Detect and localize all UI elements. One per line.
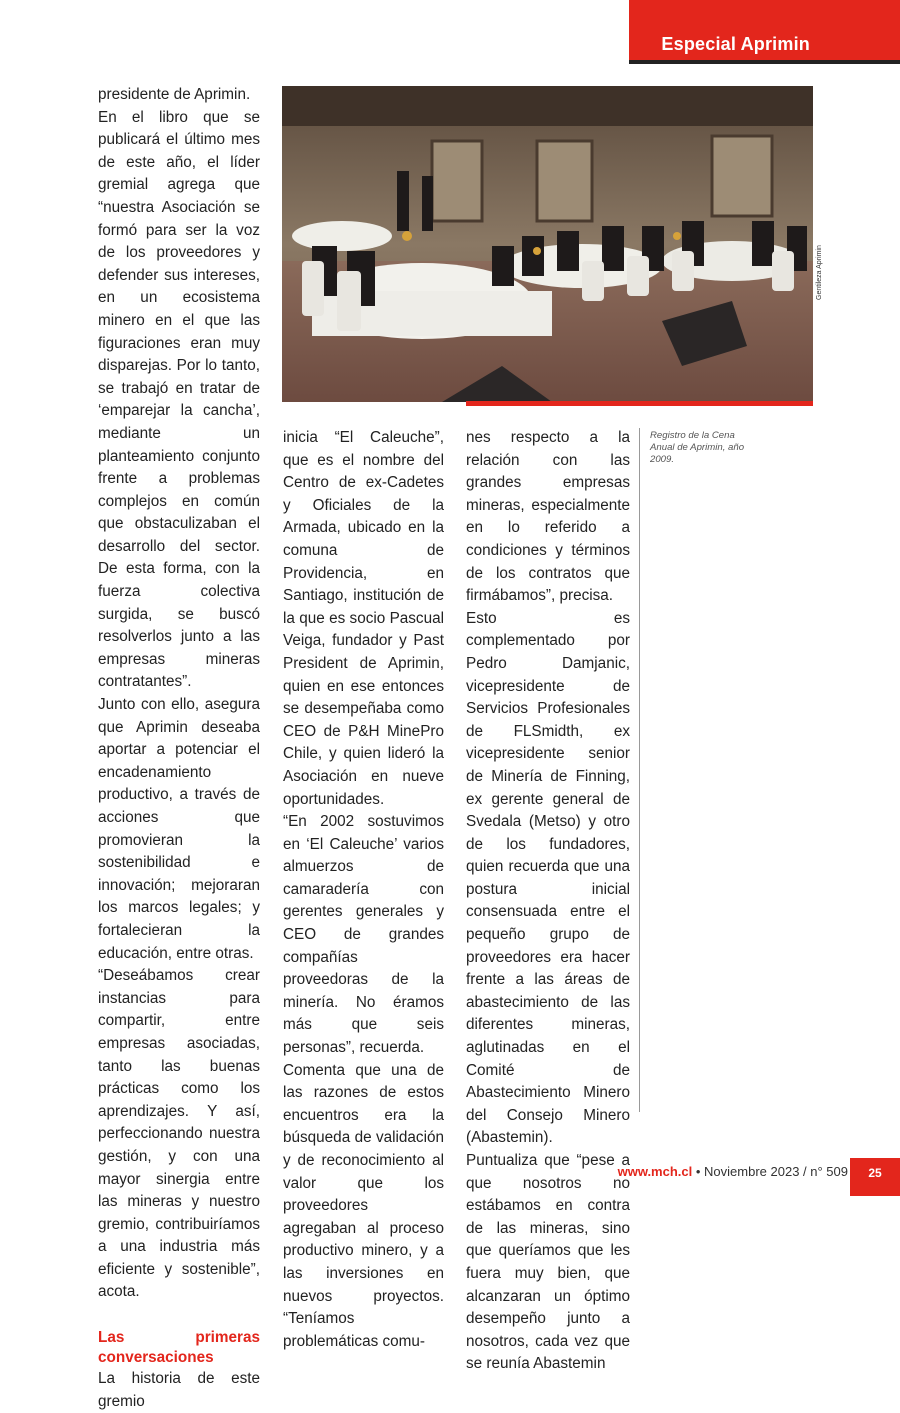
article-column-2 [283, 427, 444, 1353]
subheading: Las primeras conversaciones [98, 1329, 260, 1367]
paragraph: Comenta que una de las razones de estos encuentros era la búsqueda de validación y de reconocimiento al valor que los proveedores agregaban al proceso productivo minero, y a las inversiones en nuevos proyectos. “Teníamos problemáticas comu- [283, 1061, 444, 1350]
section-header-underline [629, 60, 900, 64]
section-title: Especial Aprimin [661, 34, 810, 54]
paragraph: “Deseábamos crear instancias para compartir, entre empresas asociadas, tanto las buenas prácticas como los aprendizajes. Y así, perfeccionando nuestra gestión, y con una mayor sinergia entre las mineras y nuestro gremio, contribuiríamos a una industria más eficiente y sostenible”, acota. [98, 967, 260, 1301]
photo-credit: Gentileza Aprimin [816, 245, 823, 300]
paragraph: presidente de Aprimin. [98, 86, 251, 103]
article-column-1 [98, 84, 260, 1413]
caption-divider [639, 428, 640, 1112]
footer [618, 1164, 848, 1179]
paragraph: Puntualiza que “pese a que nosotros no estábamos en contra de las mineras, sino que queríamos que les fuera muy bien, que alcanzaran un óptimo desempeño junto a nosotros, cada vez que se reunía Abastemin [466, 1152, 630, 1373]
event-photo [282, 86, 813, 402]
paragraph: Esto es complementado por Pedro Damjanic, vicepresidente de Servicios Profesionales de FLSmidth, ex vicepresidente senior de Minería de Finning, ex gerente general de Svedala (Metso) y otro de los fundadores, quien recuerda que una postura inicial consensuada entre el pequeño grupo de proveedores era hacer frente a las áreas de abastecimiento de las diferentes mineras, aglutinadas en el Comité de Abastecimiento Minero del Consejo Minero (Abastemin). [466, 609, 630, 1147]
footer-site-link[interactable]: www.mch.cl [617, 1164, 693, 1179]
footer-issue: • Noviembre 2023 / n° 509 [695, 1164, 848, 1179]
photo-accent-rule [466, 401, 813, 406]
article-column-3 [466, 427, 630, 1376]
paragraph: En el libro que se publicará el último mes de este año, el líder gremial agrega que “nuestra Asociación se formó para ser la voz de los proveedores y defender sus intereses, en un ecosistema minero en el que las figuraciones eran muy disparejas. Por lo tanto, se trabajó en tratar de ‘emparejar la cancha’, mediante un planteamiento conjunto frente a problemas complejos en común que obstaculizaban el desarrollo del sector. De esta forma, con la fuerza colectiva surgida, se buscó resolverlos junto a las empresas mineras contratantes”. [98, 108, 260, 691]
paragraph: “En 2002 sostuvimos en ‘El Caleuche’ varios almuerzos de camaradería con gerentes generales y CEO de grandes compañías proveedoras de la minería. No éramos más que seis personas”, recuerda. [283, 813, 444, 1057]
page-number: 25 [868, 1166, 882, 1180]
paragraph: Junto con ello, asegura que Aprimin deseaba aportar a potenciar el encadenamiento productivo, a través de acciones que promovieran la sostenibilidad e innovación; mejoraran los marcos legales; y fortalecieran la educación, entre otras. [98, 696, 260, 962]
banquet-hall-image [282, 86, 813, 402]
paragraph: inicia “El Caleuche”, que es el nombre del Centro de ex-Cadetes y Oficiales de la Armada, ubicado en la comuna de Providencia, en Santiago, institución de la que es socio Pascual Veiga, fundador y Past President de Aprimin, quien en ese entonces se desempeñaba como CEO de P&H MinePro Chile, y quien lideró la Asociación en nueve oportunidades. [283, 429, 444, 808]
paragraph: nes respecto a la relación con las grandes empresas mineras, especialmente en lo referido a condiciones y términos de los contratos que firmábamos”, precisa. [466, 429, 630, 605]
page-number-box [850, 1158, 900, 1196]
photo-caption: Registro de la Cena Anual de Aprimin, año 2009. [650, 430, 745, 465]
paragraph: La historia de este gremio [98, 1370, 260, 1410]
